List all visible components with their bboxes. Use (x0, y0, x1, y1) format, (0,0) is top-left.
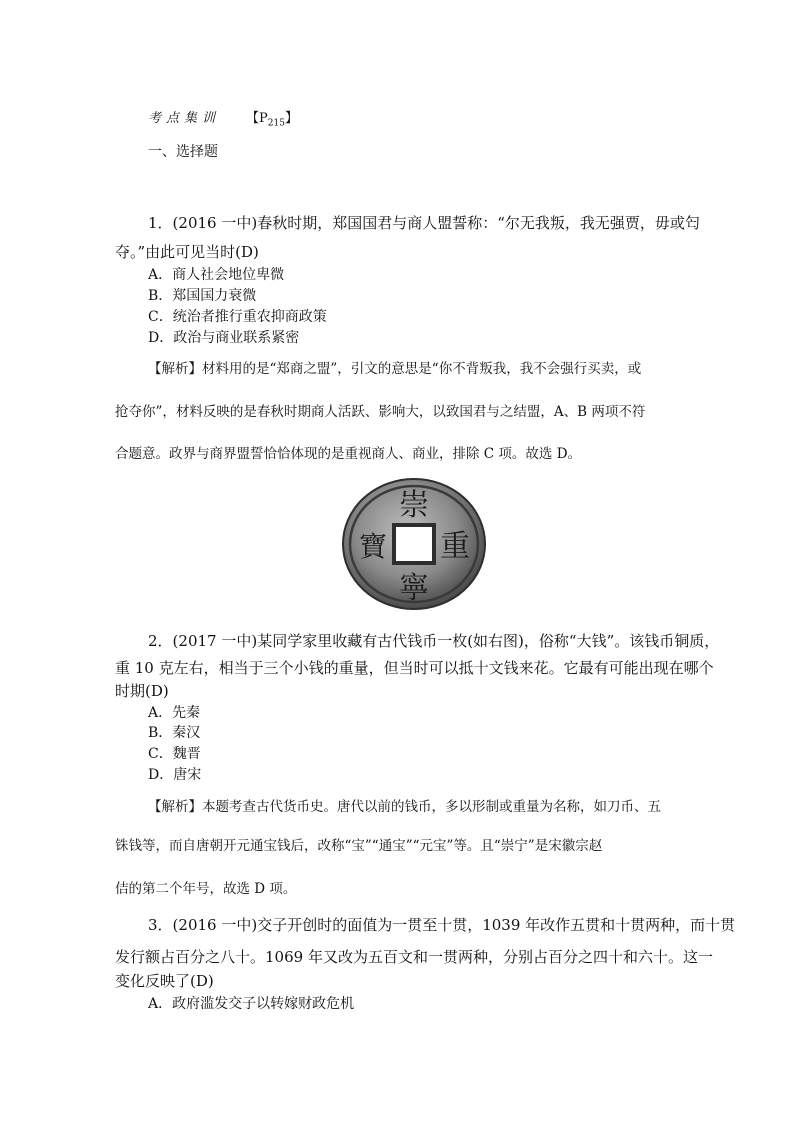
question-stem-line: 3．(2016 一中)交子开创时的面值为一贯至十贯，1039 年改作五贯和十贯两种，而十贯 (148, 916, 736, 934)
ancient-coin-image (341, 477, 487, 611)
question-stem-line: 夺。”由此可见当时(D) (115, 243, 259, 261)
option-b: B．秦汉 (148, 725, 201, 741)
question-stem-line: 变化反映了(D) (115, 972, 214, 990)
option-d: D．唐宋 (148, 767, 202, 783)
option-c: C．魏晋 (148, 746, 201, 762)
analysis-line: 合题意。政界与商界盟誓恰恰体现的是重视商人、商业，排除 C 项。故选 D。 (115, 446, 582, 462)
analysis-label: 【解析】 (148, 799, 202, 815)
kaodian-label: 考点集训 (148, 111, 221, 126)
analysis-line: 【解析】材料用的是“郑商之盟”，引文的意思是“你不背叛我，我不会强行买卖，或 (148, 361, 642, 377)
option-b: B．郑国国力衰微 (148, 288, 257, 304)
option-d: D．政治与商业联系紧密 (148, 330, 300, 346)
coin-char-top: 崇 (399, 488, 429, 523)
question-stem-line: 1．(2016 一中)春秋时期，郑国国君与商人盟誓称：“尔无我叛，我无强贾，毋或匄 (148, 214, 700, 232)
analysis-line: 【解析】本题考查古代货币史。唐代以前的钱币，多以形制或重量为名称，如刀币、五 (148, 799, 661, 815)
question-stem-line: 发行额占百分之八十。1069 年又改为五百文和一贯两种，分别占百分之四十和六十。这一 (115, 948, 713, 966)
analysis-label: 【解析】 (148, 361, 202, 377)
option-a: A．政府滥发交子以转嫁财政危机 (148, 996, 355, 1012)
option-a: A．先秦 (148, 705, 201, 721)
coin-char-bottom: 寧 (399, 571, 429, 606)
section-header (148, 107, 298, 129)
analysis-line: 佶的第二个年号，故选 D 项。 (115, 881, 297, 897)
coin-char-left: 寶 (358, 530, 388, 563)
question-stem-line: 2．(2017 一中)某同学家里收藏有古代钱币一枚(如右图)，俗称“大钱”。该钱币铜质， (148, 632, 720, 650)
question-stem-line: 重 10 克左右，相当于三个小钱的重量，但当时可以抵十文钱来花。它最有可能出现在哪个 (115, 659, 714, 677)
question-stem-line: 时期(D) (115, 682, 169, 700)
analysis-line: 铢钱等，而自唐朝开元通宝钱后，改称“宝”“通宝”“元宝”等。且“崇宁”是宋徽宗赵 (115, 838, 603, 854)
page-reference: 【$P_{215}$】 (246, 111, 298, 129)
option-c: C．统治者推行重农抑商政策 (148, 309, 327, 325)
section-title: 一、选择题 (148, 144, 218, 160)
analysis-line: 抢夺你”，材料反映的是春秋时期商人活跃、影响大，以致国君与之结盟，A、B 两项不符 (115, 404, 646, 420)
coin-char-right: 重 (440, 529, 470, 564)
option-a: A．商人社会地位卑微 (148, 267, 285, 283)
